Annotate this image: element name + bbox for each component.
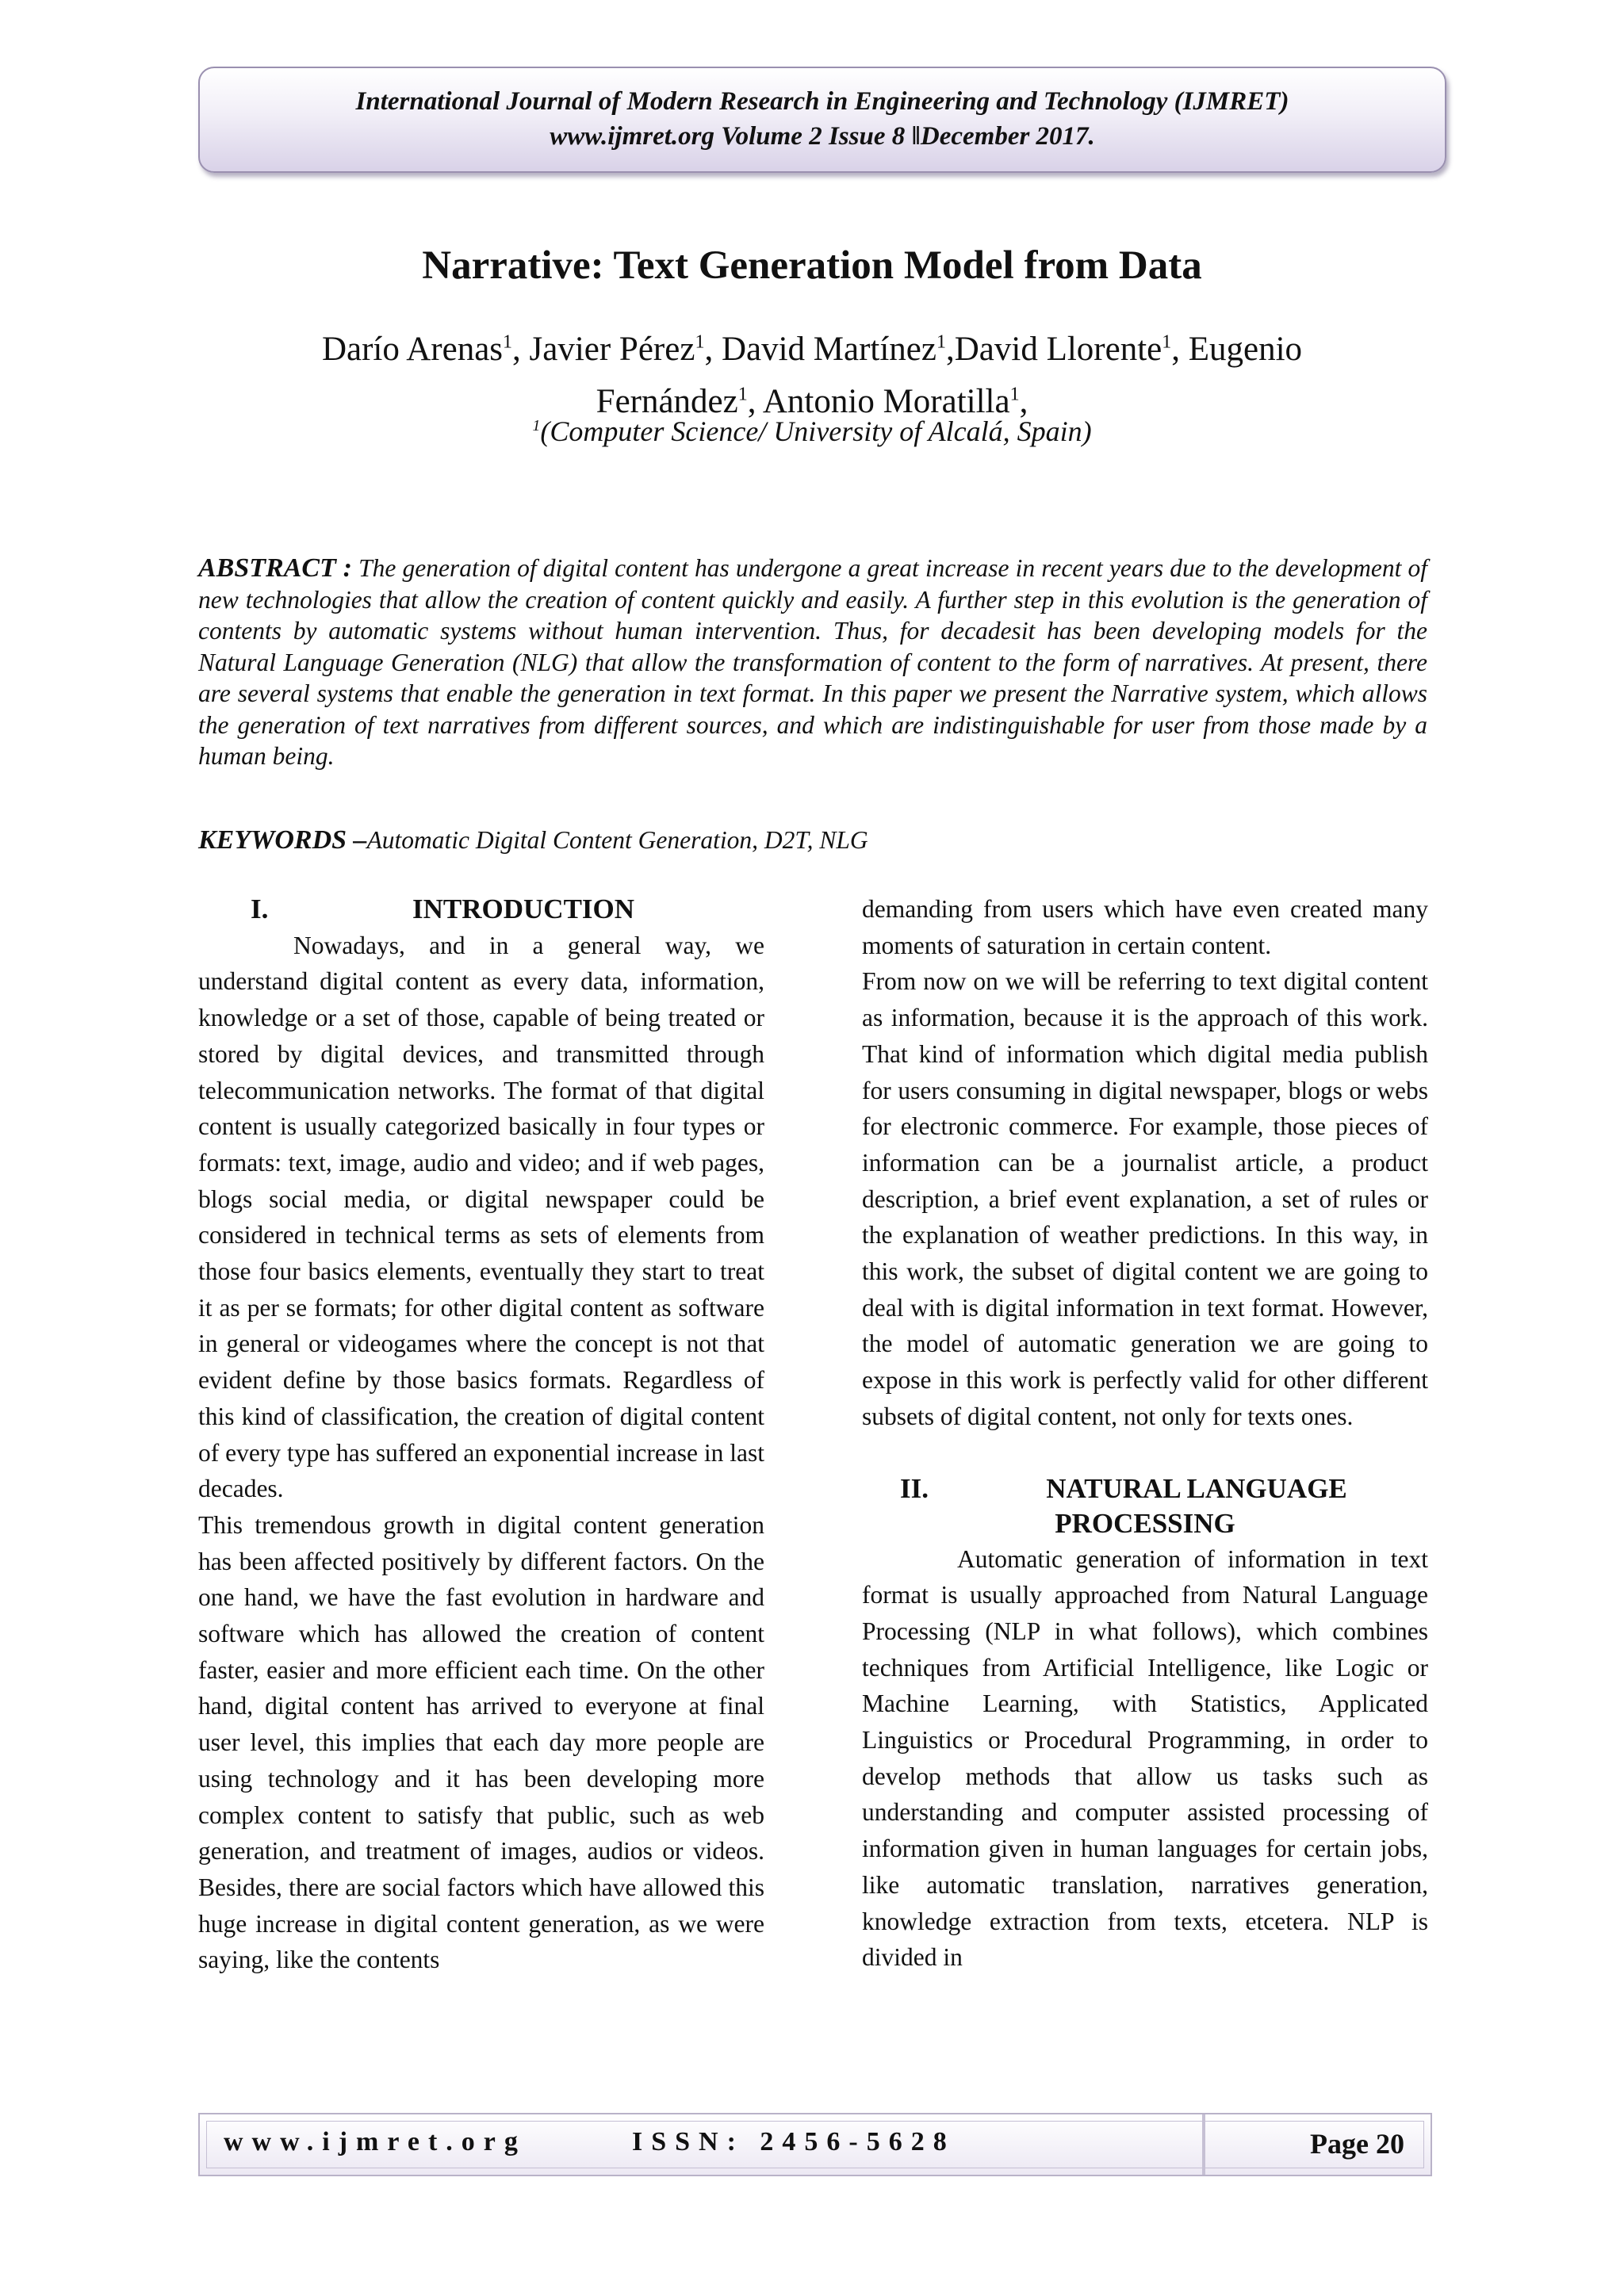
section-title: INTRODUCTION bbox=[412, 894, 635, 924]
page-footer bbox=[198, 2113, 1432, 2176]
keywords-text: Automatic Digital Content Generation, D2T, NLG bbox=[366, 826, 868, 854]
footer-website: www.ijmret.org bbox=[224, 2127, 527, 2156]
keywords-label: KEYWORDS – bbox=[198, 825, 367, 855]
author: Antonio Moratilla$^1$, bbox=[762, 382, 1028, 420]
author: Eugenio Fernández$^1$, bbox=[596, 331, 1303, 420]
journal-issue: www.ijmret.org Volume 2 Issue 8 ǁDecember 2017. bbox=[550, 122, 1095, 151]
author: David Llorente$^1$, bbox=[954, 331, 1189, 369]
section-number: II. bbox=[900, 1472, 929, 1504]
page-number: Page 20 bbox=[1310, 2128, 1404, 2160]
abstract-label: ABSTRACT : bbox=[198, 553, 352, 583]
journal-header bbox=[198, 67, 1446, 173]
paragraph: This tremendous growth in digital content generation has been affected positively by different factors. On the one hand, we have the fast evolution in hardware and software which has allowed the creation of content faster, easier and more efficient each time. On the other hand, digital content has arrived to everyone at final user level, this implies that each day more people are using technology and it has been developing more complex content to satisfy that public, such as web generation, and treatment of images, audios or videos. Besides, there are social factors which have allowed this huge increase in digital content generation, as we were saying, like the contents bbox=[198, 1510, 764, 1974]
author: David Martínez$^1$, bbox=[721, 331, 955, 369]
affiliation: $^1$(Computer Science/ University of Alcalá, Spain) bbox=[532, 415, 1092, 447]
section-heading-introduction bbox=[198, 891, 764, 928]
paragraph: demanding from users which have even created many moments of saturation in certain content. bbox=[862, 895, 1428, 959]
section-title-line: NATURAL LANGUAGE bbox=[1046, 1472, 1347, 1504]
footer-issn: ISSN: 2456-5628 bbox=[632, 2127, 956, 2156]
author: Darío Arenas$^1$, bbox=[321, 331, 530, 369]
paper-title: Narrative: Text Generation Model from Data bbox=[422, 243, 1202, 288]
paragraph: Nowadays, and in a general way, we understand digital content as every data, information, knowledge or a set of those, capable of being treated or stored by digital devices, and transmitted through telecommunication networks. The format of that digital content is usually categorized basically in four types or formats: text, image, audio and video; and if web pages, blogs social media, or digital newspaper could be considered in technical terms as sets of elements from those four basics elements, eventually they start to treat it as per se formats; for other digital content as software in general or videogames where the concept is not that evident define by those basics formats. Regardless of this kind of classification, the creation of digital content of every type has suffered an exponential increase in last decades. bbox=[198, 931, 765, 1503]
footer-divider bbox=[1202, 2114, 1205, 2175]
left-column bbox=[198, 891, 764, 1978]
keywords bbox=[198, 825, 1427, 856]
right-column bbox=[862, 891, 1428, 1976]
abstract-text: The generation of digital content has undergone a great increase in recent years due to the development of new technologies that allow the creation of content quickly and easily. A further step in this evolution is the generation of contents by automatic systems without human intervention. Thus, for decadesit has been developing models for the Natural Language Generation (NLG) that allow the transformation of content to the form of narratives. At present, there are several systems that enable the generation in text format. In this paper we present the Narrative system, which allows the generation of text narratives from different sources, and which are indistinguishable for user from those made by a human being. bbox=[198, 554, 1427, 770]
paragraph: From now on we will be referring to text digital content as information, because it is the approach of this work. That kind of information which digital media publish for users consuming in digital newspaper, blogs or webs for electronic commerce. For example, those pieces of information can be a journalist article, a product description, a brief event explanation, a set of rules or the explanation of weather predictions. In this way, in this work, the subset of digital content we are going to deal with is digital information in text format. However, the model of automatic generation we are going to expose in this work is perfectly valid for other different subsets of digital content, not only for texts ones. bbox=[862, 967, 1428, 1430]
journal-name: International Journal of Modern Research in Engineering and Technology (IJMRET) bbox=[355, 87, 1289, 116]
section-heading-nlp bbox=[862, 1471, 1428, 1541]
section-title-line: PROCESSING bbox=[1055, 1507, 1235, 1539]
abstract bbox=[198, 553, 1427, 772]
section-number: I. bbox=[251, 894, 269, 924]
author: Javier Pérez$^1$, bbox=[529, 331, 722, 369]
paragraph: Automatic generation of information in text format is usually approached from Natural Language Processing (NLP in what follows), which combines techniques from Artificial Intelligence, like Logic or Machine Learning, with Statistics, Applicated Linguistics or Procedural Programming, in order to develop methods that allow us tasks such as understanding and computer assisted processing of information given in human languages for certain jobs, like automatic translation, narratives generation, knowledge extraction from texts, etcetera. NLP is divided in bbox=[862, 1544, 1428, 1972]
